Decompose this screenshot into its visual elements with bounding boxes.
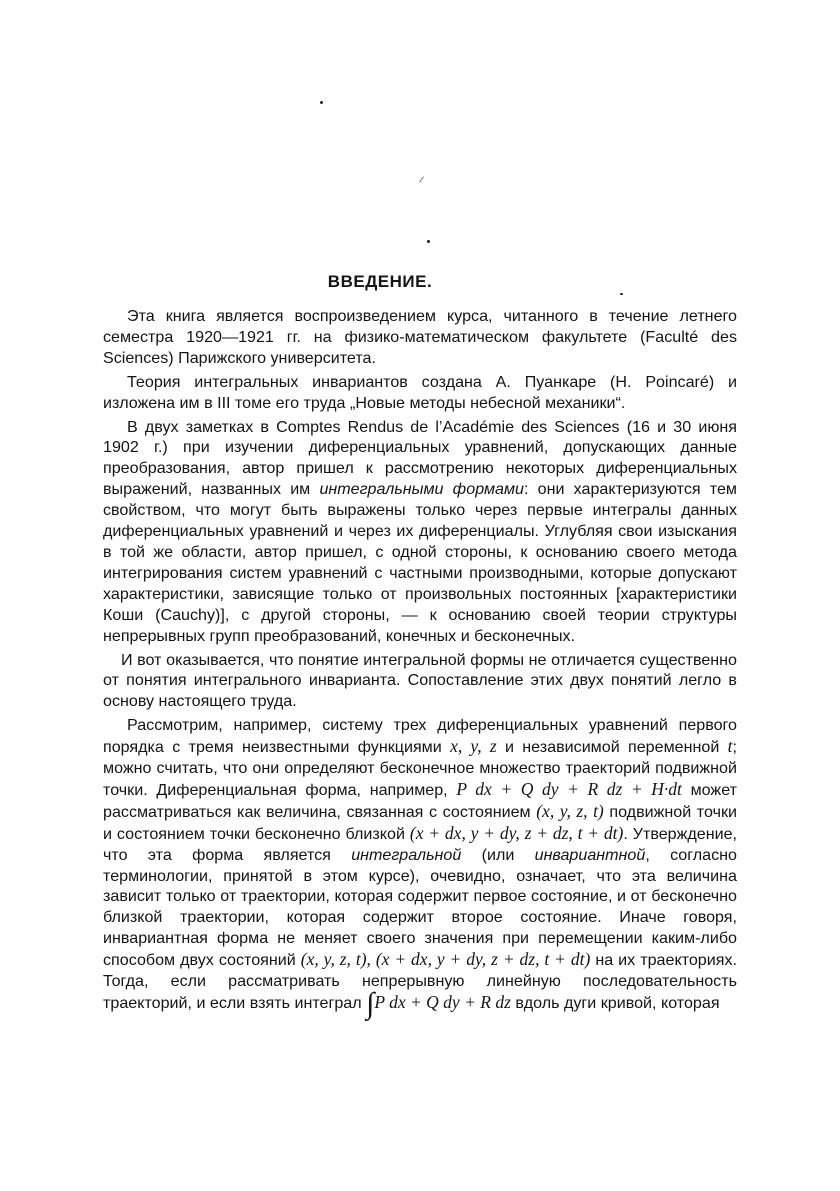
paragraph-comptes-rendus: В двух заметках в Comptes Rendus de l’Académie des Sciences (16 и 30 июня 1902 г.) при изучении диференциальных уравнений, допускающих данные преобразования, автор пришел к рассмотрению некоторых диференциальных выражений, названных им интегральными формами: они характеризуются тем свойством, что могут быть выражены только через первые интегралы данных диференциальных уравнений и через их диференциалы. Углубляя свои изыскания в той же области, автор пришел, с одной стороны, к основанию своего метода интегрирования систем уравнений с частными производными, которые допускают характеристики, зависящие только от произвольных постоянных [характеристики Коши (Cauchy)], с другой стороны, — к основанию своей теории структуры непрерывных групп преобразований, конечных и бесконечных. [103, 417, 737, 645]
body-text [103, 306, 738, 1020]
paragraph-course-origin: Эта книга является воспроизведением курса, читанного в течение летнего семестра 1920—1921 гг. на физико-математическом факультете (Faculté des Sciences) Парижского университета. [103, 307, 737, 367]
integral-sign: ∫ [366, 987, 375, 1020]
ink-speck [620, 293, 623, 295]
ink-speck [427, 240, 430, 243]
term-integral: интегральной [351, 845, 462, 864]
formula-integrand: P dx + Q dy + R dz [374, 992, 511, 1012]
formula-two-states: (x, y, z, t), (x + dx, y + dy, z + dz, t + dt) [300, 949, 591, 970]
formula-differential-form: P dx + Q dy + R dz + H·dt [456, 778, 682, 799]
ink-speck [320, 101, 323, 104]
ink-mark [419, 176, 424, 182]
formula-xyz: x, y, z [450, 736, 497, 757]
term-invariant: инвариантной [534, 845, 646, 864]
formula-near-state: (x + dx, y + dy, z + dz, t + dt) [409, 822, 624, 843]
chapter-title: ВВЕДЕНИЕ. [327, 272, 433, 291]
formula-t: t [727, 736, 733, 757]
term-integral-forms: интегральными формами [319, 480, 524, 499]
paragraph-poincare: Теория интегральных инвариантов создана А. Пуанкаре (H. Poincaré) и изложена им в III томе его труда „Новые методы небесной механики“. [103, 372, 737, 412]
paragraph-example: Рассмотрим, например, систему трех диференциальных уравнений первого порядка с тремя неизвестными функциями x, y, z и независимой переменной t; можно считать, что они определяют бесконечное множество траекторий подвижной точки. Диференциальная форма, например, P dx + Q dy + R dz + H·dt может рассматриваться как величина, связанная с состоянием (x, y, z, t) подвижной точки и состоянием точки бесконечно близкой (x + dx, y + dy, z + dz, t + dt). Утверждение, что эта форма является интегральной (или инвариантной, согласно терминологии, принятой в этом курсе), очевидно, означает, что эта величина зависит только от траектории, которая содержит первое состояние, и от бесконечно близкой траектории, которая содержит второе состояние. Иначе говоря, инвариантная форма не меняет своего значения при перемещении каким-либо способом двух состояний (x, y, z, t), (x + dx, y + dy, z + dz, t + dt) на их траекториях. Тогда, если рассматривать непрерывную линейную последовательность траекторий, и если взять интеграл ∫P dx + Q dy + R dz вдоль дуги кривой, которая [103, 716, 738, 1020]
paragraph-integral-form: И вот оказывается, что понятие интегральной формы не отличается существенно от понятия интегрального инварианта. Сопоставление этих двух понятий легло в основу настоящего труда. [103, 650, 737, 711]
formula-state: (x, y, z, t) [536, 800, 604, 821]
